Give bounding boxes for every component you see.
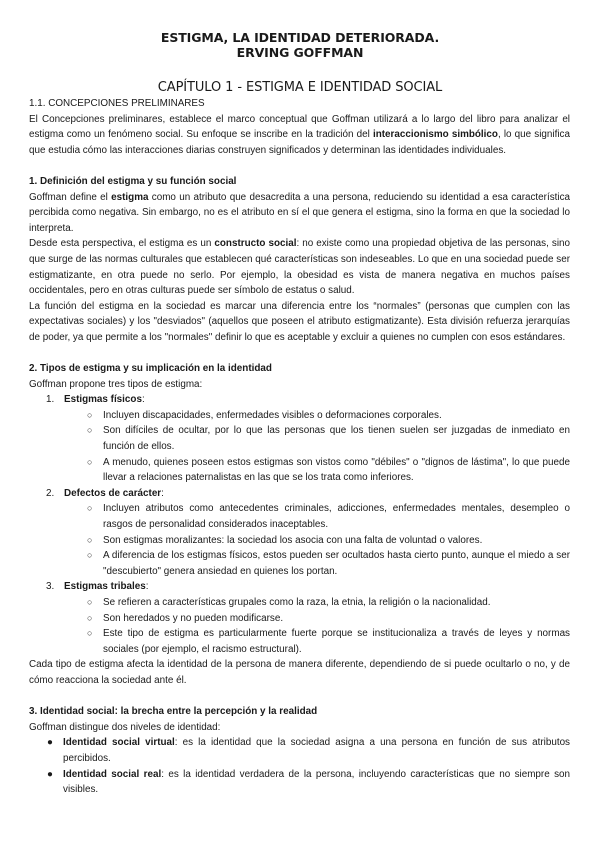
list-number: 1. — [46, 394, 55, 406]
section-1-paragraph-1 — [29, 190, 570, 237]
s1-p2-text-c: : no existe como una propiedad objetiva de las personas, sino que surge de las normas culturales que establecen qué características son indeseables. Lo que en una sociedad puede ser estigmatizante, en otra puede no serlo. Por ejemplo, la obesidad es vista de manera negativa en muchos países occidentales, pero en otras culturas puede ser símbolo de estatus o salud. — [29, 238, 571, 297]
section-2-heading: 2. Tipos de estigma y su implicación en la identidad — [29, 363, 272, 375]
document-title-line-1: ESTIGMA, LA IDENTIDAD DETERIORADA. — [160, 30, 440, 45]
circle-bullet-icon: ○ — [87, 425, 93, 436]
list-item — [29, 595, 570, 611]
stigma-type-name: Estigmas físicos — [64, 394, 142, 406]
circle-bullet-icon: ○ — [87, 534, 93, 545]
list-item-text: Son difíciles de ocultar, por lo que las personas que los tienen suelen ser juzgadas de inmediato en función de ellos. — [103, 425, 570, 453]
circle-bullet-icon: ○ — [87, 612, 93, 623]
identity-term: Identidad social virtual — [63, 737, 175, 749]
stigma-type-item — [29, 579, 570, 595]
list-item — [29, 611, 570, 627]
stigma-type-list — [29, 392, 570, 657]
list-item — [29, 408, 570, 424]
list-item-text: Son estigmas moralizantes: la sociedad los asocia con una falta de voluntad o valores. — [103, 534, 483, 546]
list-colon: : — [145, 581, 149, 593]
bullet-dot-icon: ● — [47, 737, 53, 749]
list-number: 3. — [46, 581, 55, 593]
s1-p2-text-a: Desde esta perspectiva, el estigma es un — [29, 238, 215, 250]
bullet-dot-icon: ● — [47, 768, 53, 780]
list-item — [29, 455, 570, 486]
circle-bullet-icon: ○ — [87, 503, 93, 514]
list-item — [29, 767, 570, 798]
section-1-paragraph-2 — [29, 236, 570, 298]
list-colon: : — [161, 487, 164, 499]
stigma-type-points — [29, 408, 570, 486]
s1-p1-text-c: como un atributo que desacredita a una persona, reduciendo su identidad a esa característica percibida como negativa. Sin embargo, no es el atributo en sí el que genera el estigma, sino la forma en que la sociedad lo interpreta. — [29, 191, 571, 234]
list-item — [29, 548, 570, 579]
list-item-text: Se refieren a características grupales como la raza, la etnia, la religión o la nacionalidad. — [103, 597, 491, 608]
document-title-line-2: ERVING GOFFMAN — [236, 45, 364, 60]
chapter-heading: CAPÍTULO 1 - ESTIGMA E IDENTIDAD SOCIAL — [157, 80, 443, 95]
intro-text-a: El Concepciones preliminares, establece el marco conceptual que Goffman utilizará a lo largo del libro para analizar el estigma como un fenómeno social. Su enfoque se inscribe en la tradición del — [29, 113, 570, 141]
circle-bullet-icon: ○ — [87, 628, 93, 639]
list-item — [29, 501, 570, 532]
list-item-text: Este tipo de estigma es particularmente fuerte porque se institucionaliza a través de leyes y normas sociales (por ejemplo, el racismo estructural). — [103, 628, 570, 655]
circle-bullet-icon: ○ — [87, 456, 93, 467]
list-item — [29, 423, 570, 454]
circle-bullet-icon: ○ — [87, 550, 93, 561]
intro-text-bold: interaccionismo simbólico — [372, 129, 498, 141]
stigma-type-points — [29, 595, 570, 657]
list-item-text: Incluyen atributos como antecedentes criminales, adicciones, enfermedades mentales, desempleo o rasgos de personalidad considerados inaceptables. — [103, 503, 570, 531]
list-item-text: A diferencia de los estigmas físicos, estos pueden ser ocultados hasta cierto punto, aunque el miedo a ser "descubierto" genera ansiedad en quienes los portan. — [103, 550, 570, 577]
circle-bullet-icon: ○ — [87, 409, 93, 420]
stigma-type-item — [29, 486, 570, 502]
list-item-text: Son heredados y no pueden modificarse. — [103, 612, 284, 624]
section-1-paragraph-3: La función del estigma en la sociedad es marcar una diferencia entre los “normales” (personas que cumplen con las expectativas sociales) y los "desviados" (aquellos que poseen el atributo estigmatizante). Esta división refuerza jerarquías de poder, ya que permite a los "normales" definir lo que es aceptable y excluir a quienes no cumplen con esos estándares. — [29, 300, 570, 343]
identity-term: Identidad social real — [63, 768, 162, 780]
identity-description: : es la identidad que la sociedad asigna a una persona en función de sus atributos percibidos. — [63, 737, 570, 764]
list-item-text: Incluyen discapacidades, enfermedades visibles o deformaciones corporales. — [103, 409, 442, 421]
stigma-type-item — [29, 392, 570, 408]
list-item — [29, 533, 570, 549]
intro-paragraph — [29, 112, 570, 159]
intro-heading: 1.1. CONCEPCIONES PRELIMINARES — [29, 98, 205, 109]
section-1-heading: 1. Definición del estigma y su función social — [29, 175, 237, 187]
circle-bullet-icon: ○ — [87, 597, 93, 607]
list-item-text: A menudo, quienes poseen estos estigmas son vistos como "débiles" o "dignos de lástima", lo que puede llevar a relaciones paternalistas en las que se los trata como inferiores. — [103, 456, 570, 484]
identity-level-list — [29, 735, 570, 797]
document-body — [29, 96, 570, 798]
intro-text-c: , lo que significa que estudia cómo las interacciones diarias construyen significados y determinan las identidades individuales. — [29, 129, 570, 156]
section-2-closing: Cada tipo de estigma afecta la identidad de la persona de manera diferente, dependiendo de si puede ocultarlo o no, y de cómo reacciona la sociedad ante él. — [29, 659, 570, 686]
stigma-type-points — [29, 501, 570, 579]
identity-description: : es la identidad verdadera de la persona, incluyendo características que no siempre son visibles. — [63, 768, 570, 796]
list-colon: : — [141, 394, 145, 406]
section-3-heading: 3. Identidad social: la brecha entre la percepción y la realidad — [29, 706, 318, 718]
stigma-type-name: Estigmas tribales — [64, 581, 146, 593]
list-number: 2. — [46, 487, 55, 499]
section-3-intro: Goffman distingue dos niveles de identidad: — [29, 721, 221, 733]
section-2-intro: Goffman propone tres tipos de estigma: — [29, 378, 203, 390]
list-item — [29, 735, 570, 766]
stigma-type-name: Defectos de carácter — [64, 487, 162, 499]
s1-p2-text-bold: constructo social — [214, 238, 297, 250]
s1-p1-text-a: Goffman define el — [29, 191, 112, 203]
list-item — [29, 626, 570, 657]
s1-p1-text-bold: estigma — [111, 191, 149, 203]
